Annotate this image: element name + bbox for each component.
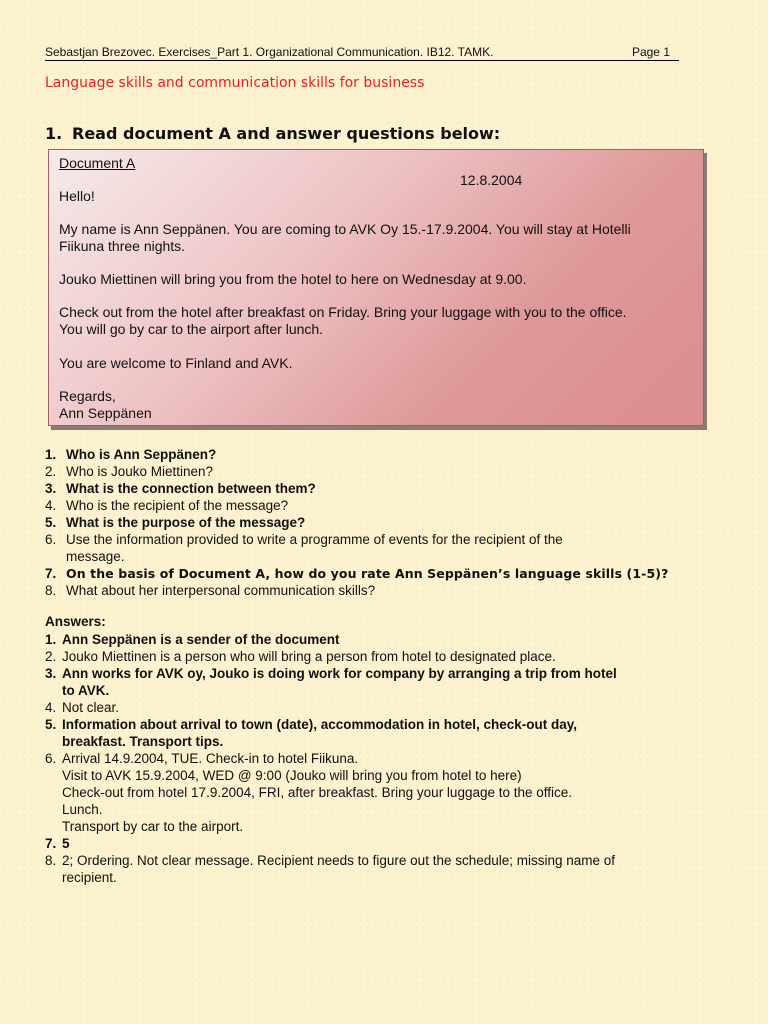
page-header: [45, 45, 679, 61]
answers-heading: Answers:: [45, 614, 106, 629]
question-item: 8. What about her interpersonal communication skills?: [45, 583, 376, 598]
section-number: 1.: [45, 124, 63, 143]
answer-item: 2. Jouko Miettinen is a person who will bring a person from hotel to designated place.: [45, 649, 556, 664]
document-label: Document A: [59, 155, 136, 171]
page-number: Page 1: [631, 45, 670, 59]
answer-item: 5. Information about arrival to town (date), accommodation in hotel, check-out day, breakfast. Transport tips.: [45, 717, 578, 749]
section-heading: [45, 124, 500, 143]
document-a-box: [48, 149, 704, 426]
questions-list: [45, 446, 668, 599]
header-text: Sebastjan Brezovec. Exercises_Part 1. Organizational Communication. IB12. TAMK.: [45, 45, 494, 59]
answers-list: [45, 631, 695, 886]
answer-item: 8. 2; Ordering. Not clear message. Recipient needs to figure out the schedule; missing name of recipient.: [45, 853, 616, 885]
document-closing: Regards, Ann Seppänen: [59, 388, 152, 421]
document-paragraph: Check out from the hotel after breakfast on Friday. Bring your luggage with you to the office. You will go by car to the airport after lunch.: [59, 304, 627, 337]
answer-item: 7. 5: [45, 836, 70, 851]
question-item: 2. Who is Jouko Miettinen?: [45, 464, 214, 479]
question-item: 4. Who is the recipient of the message?: [45, 498, 289, 513]
page-title: Language skills and communication skills for business: [45, 75, 425, 91]
question-item: 6. Use the information provided to write a programme of events for the recipient of the message.: [45, 532, 563, 564]
answer-item: 1. Ann Seppänen is a sender of the document: [45, 632, 340, 647]
section-heading-text: Read document A and answer questions below:: [72, 124, 501, 143]
answer-item: 4. Not clear.: [45, 700, 120, 715]
document-paragraph: You are welcome to Finland and AVK.: [59, 355, 293, 371]
question-item: 1. Who is Ann Seppänen?: [45, 447, 217, 462]
answer-item: 6. Arrival 14.9.2004, TUE. Check-in to hotel Fiikuna. Visit to AVK 15.9.2004, WED @ 9:00 (Jouko will bring you from hotel to here) Check-out from hotel 17.9.2004, FRI, after breakfast. Bring your luggage to the office. Lunch. Transport by car to the airport.: [45, 751, 573, 834]
document-greeting: Hello!: [59, 188, 95, 204]
answer-item: 3. Ann works for AVK oy, Jouko is doing work for company by arranging a trip from hotel to AVK.: [45, 666, 617, 698]
question-item: 3. What is the connection between them?: [45, 481, 316, 496]
document-paragraph: My name is Ann Seppänen. You are coming to AVK Oy 15.-17.9.2004. You will stay at Hotelli Fiikuna three nights.: [59, 221, 631, 254]
document-paragraph: Jouko Miettinen will bring you from the hotel to here on Wednesday at 9.00.: [59, 271, 527, 287]
question-item: 7. On the basis of Document A, how do you rate Ann Seppänen’s language skills (1-5)?: [45, 566, 669, 581]
document-date: 12.8.2004: [460, 172, 523, 188]
question-item: 5. What is the purpose of the message?: [45, 515, 306, 530]
